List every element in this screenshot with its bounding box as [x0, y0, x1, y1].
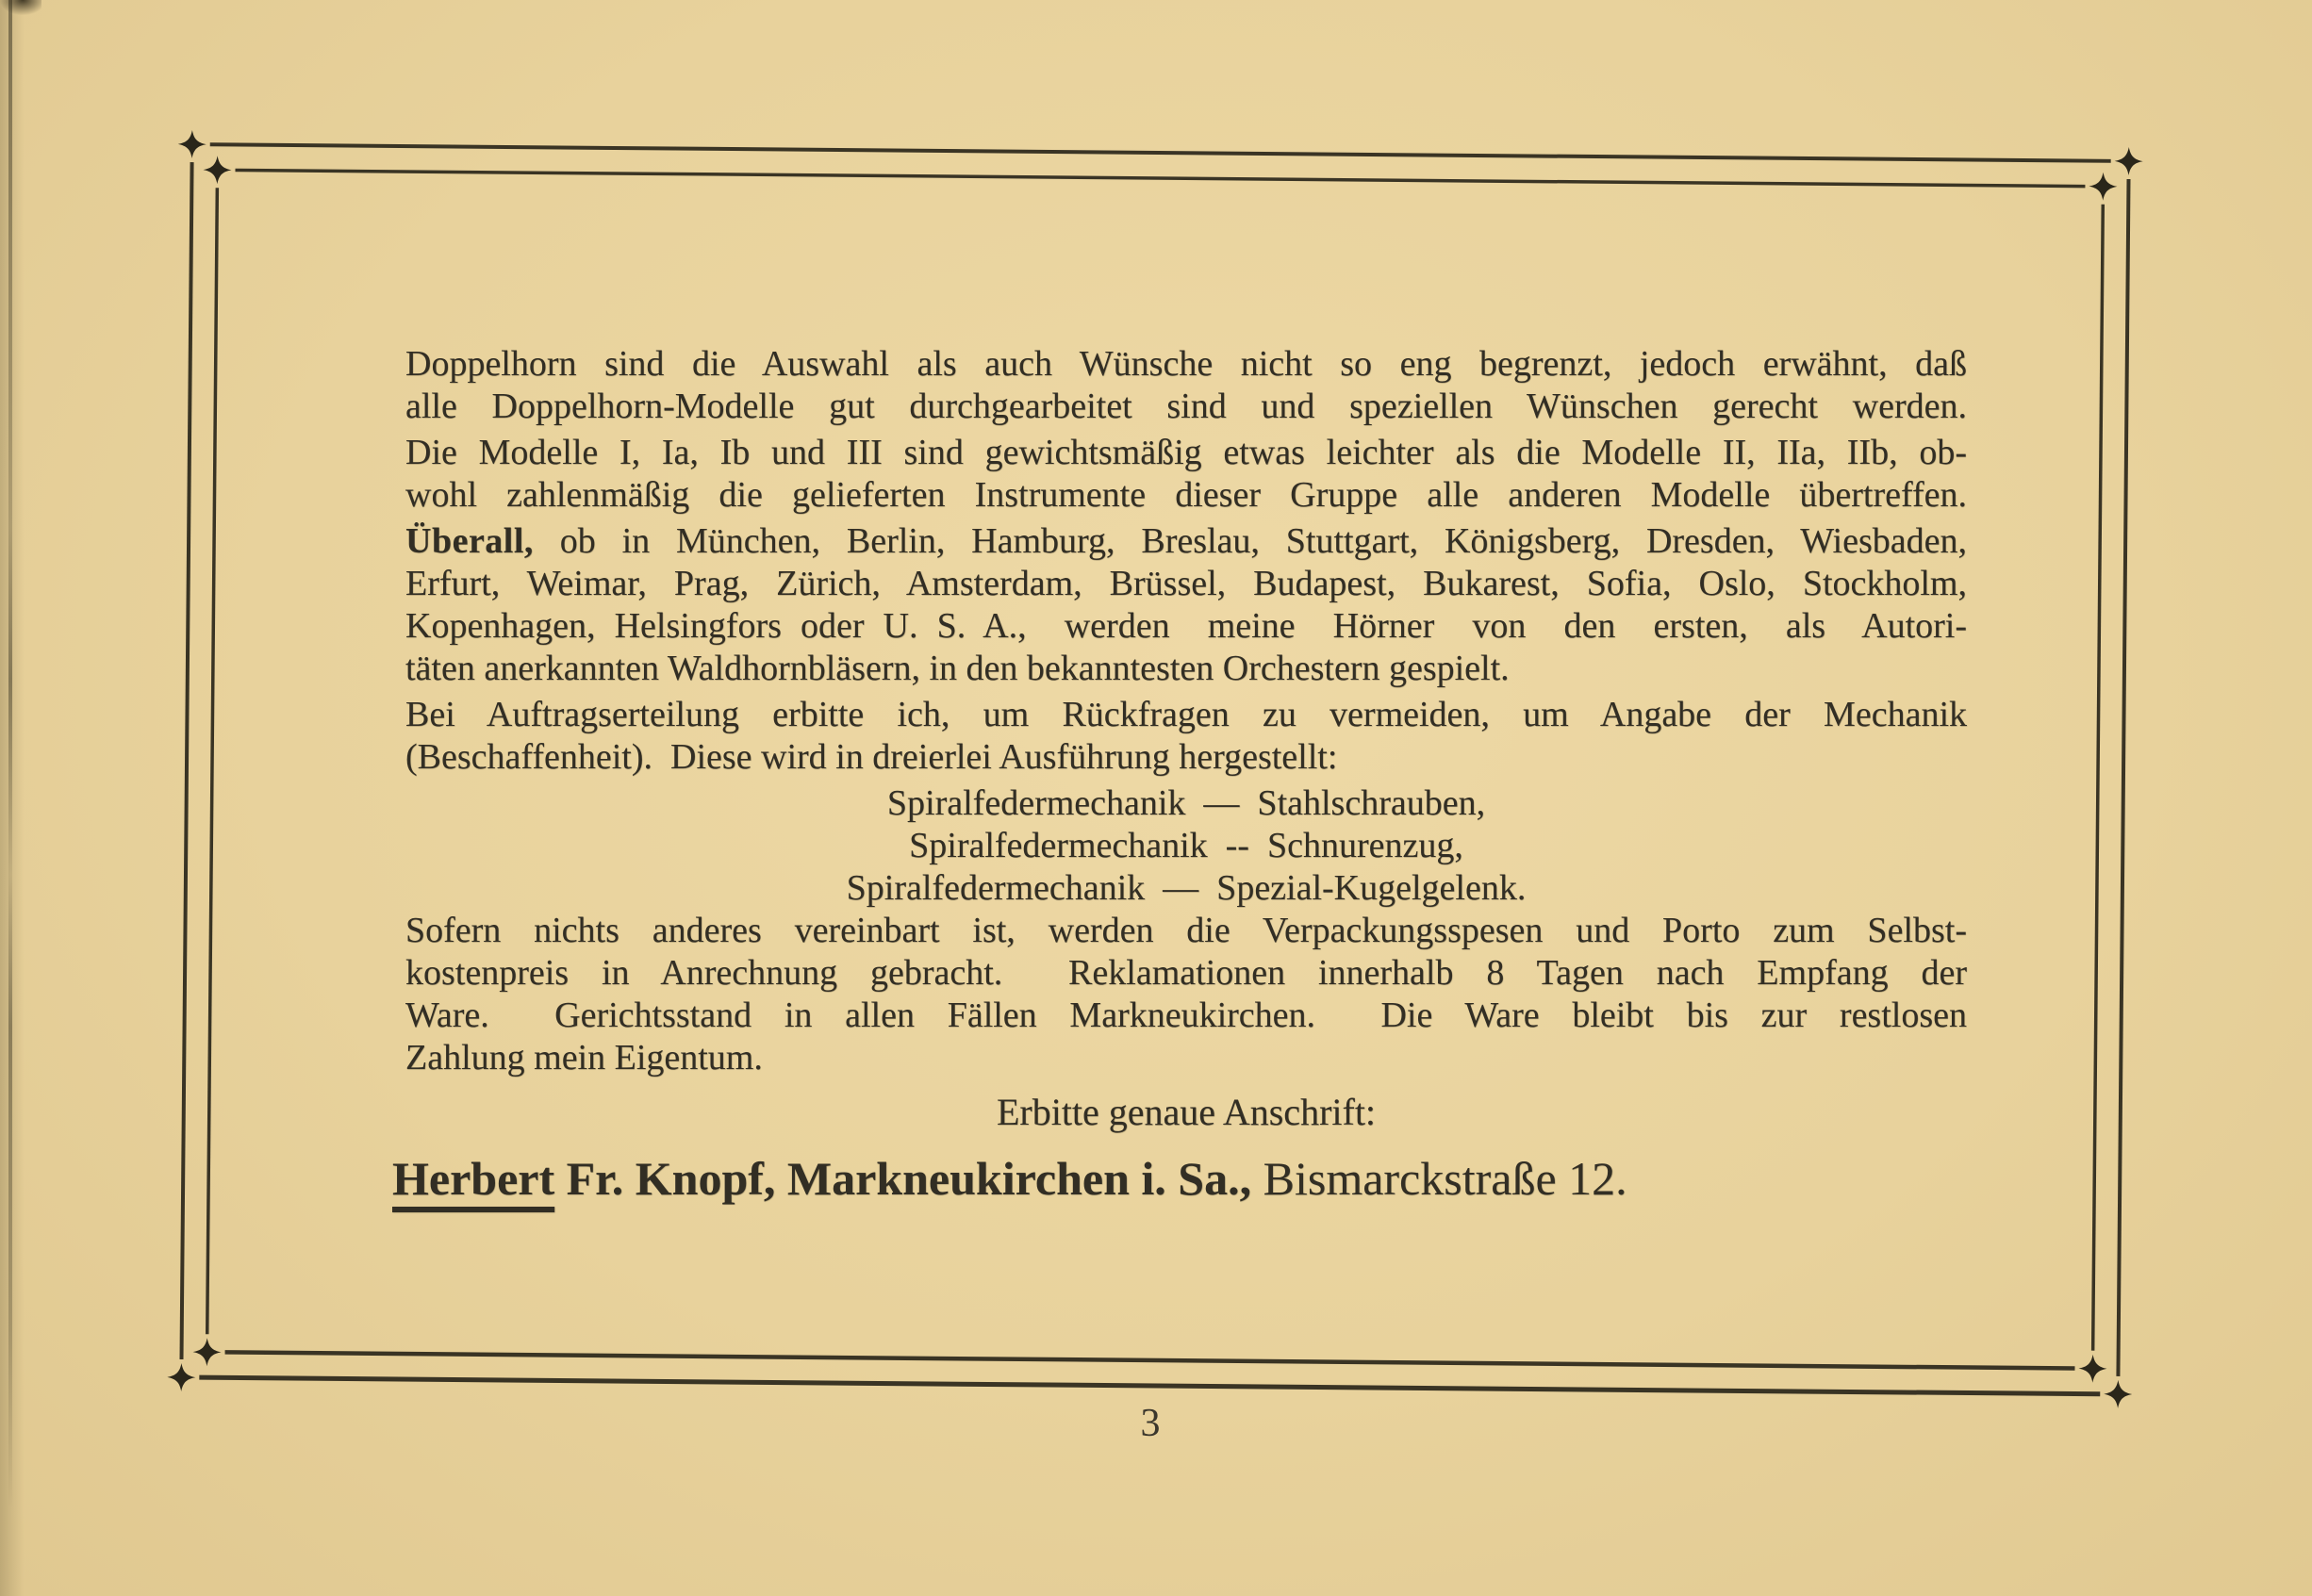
- paragraph-bedingungen: [405, 910, 1967, 1079]
- text-line-rest: ob in München, Berlin, Hamburg, Breslau, Stuttgart, Königsberg, Dresden, Wiesbaden,: [533, 521, 1967, 561]
- paragraph-ueberall: [405, 520, 1967, 690]
- mechanism-item: Spiralfedermechanik — Spezial-Kugelgelenk.: [846, 868, 1527, 908]
- text-line: Sofern nichts anderes vereinbart ist, werden die Verpackungsspesen und Porto zum Selbst-: [405, 911, 1967, 950]
- text-line: Bei Auftragserteilung erbitte ich, um Rückfragen zu vermeiden, um Angabe der Mechanik: [405, 695, 1967, 734]
- text-line: Kopenhagen, Helsingfors oder U. S. A., werden meine Hörner von den ersten, als Autori-: [405, 606, 1967, 646]
- mechanism-item: Spiralfedermechanik — Stahlschrauben,: [886, 783, 1486, 823]
- text-line: Erfurt, Weimar, Prag, Zürich, Amsterdam, Brüssel, Budapest, Bukarest, Sofia, Oslo, Stockholm,: [405, 564, 1967, 603]
- corner-star-icon: [2115, 147, 2143, 175]
- paragraph-doppelhorn: [405, 343, 1967, 428]
- body-text: [392, 343, 1967, 1209]
- text-line: alle Doppelhorn-Modelle gut durchgearbeitet sind und speziellen Wünschen gerecht werden.: [405, 387, 1967, 426]
- corner-star-icon: [2089, 173, 2117, 201]
- text-line: täten anerkannten Waldhornbläsern, in den bekanntesten Orchestern gespielt.: [405, 649, 1510, 688]
- text-line: kostenpreis in Anrechnung gebracht. Reklamationen innerhalb 8 Tagen nach Empfang der: [405, 953, 1967, 993]
- signature-line: [392, 1147, 1967, 1209]
- paragraph-modelle: [405, 432, 1967, 517]
- signature-firm: Fr. Knopf, Markneukirchen i. Sa.,: [554, 1152, 1252, 1205]
- anschrift-heading: Erbitte genaue Anschrift:: [996, 1091, 1377, 1133]
- corner-star-icon: [203, 156, 231, 184]
- text-line: Die Modelle I, Ia, Ib und III sind gewichtsmäßig etwas leichter als die Modelle II, IIa, IIb, ob-: [405, 433, 1967, 472]
- text-line: [405, 520, 1967, 563]
- corner-star-icon: [192, 1338, 221, 1366]
- text-line: Doppelhorn sind die Auswahl als auch Wünsche nicht so eng begrenzt, jedoch erwähnt, daß: [405, 344, 1967, 384]
- corner-star-icon: [167, 1363, 195, 1391]
- mechanism-item: Spiralfedermechanik -- Schnurenzug,: [909, 826, 1463, 865]
- text-line: Zahlung mein Eigentum.: [405, 1038, 763, 1078]
- bold-lead-word: Überall,: [405, 521, 534, 561]
- text-line: (Beschaffenheit). Diese wird in dreierlei Ausführung hergestellt:: [405, 737, 1338, 777]
- mechanism-list: [405, 782, 1967, 910]
- page-number: 3: [1140, 1402, 1161, 1445]
- signature-name-underlined: Herbert: [392, 1152, 555, 1205]
- text-line: wohl zahlenmäßig die gelieferten Instrumente dieser Gruppe alle anderen Modelle übertreffen.: [405, 475, 1967, 515]
- corner-star-icon: [178, 130, 206, 158]
- paragraph-auftragserteilung: [405, 694, 1967, 779]
- corner-star-icon: [2078, 1355, 2106, 1383]
- text-line: Ware. Gerichtsstand in allen Fällen Markneukirchen. Die Ware bleibt bis zur restlosen: [405, 995, 1967, 1035]
- signature-street: Bismarckstraße 12.: [1251, 1152, 1627, 1205]
